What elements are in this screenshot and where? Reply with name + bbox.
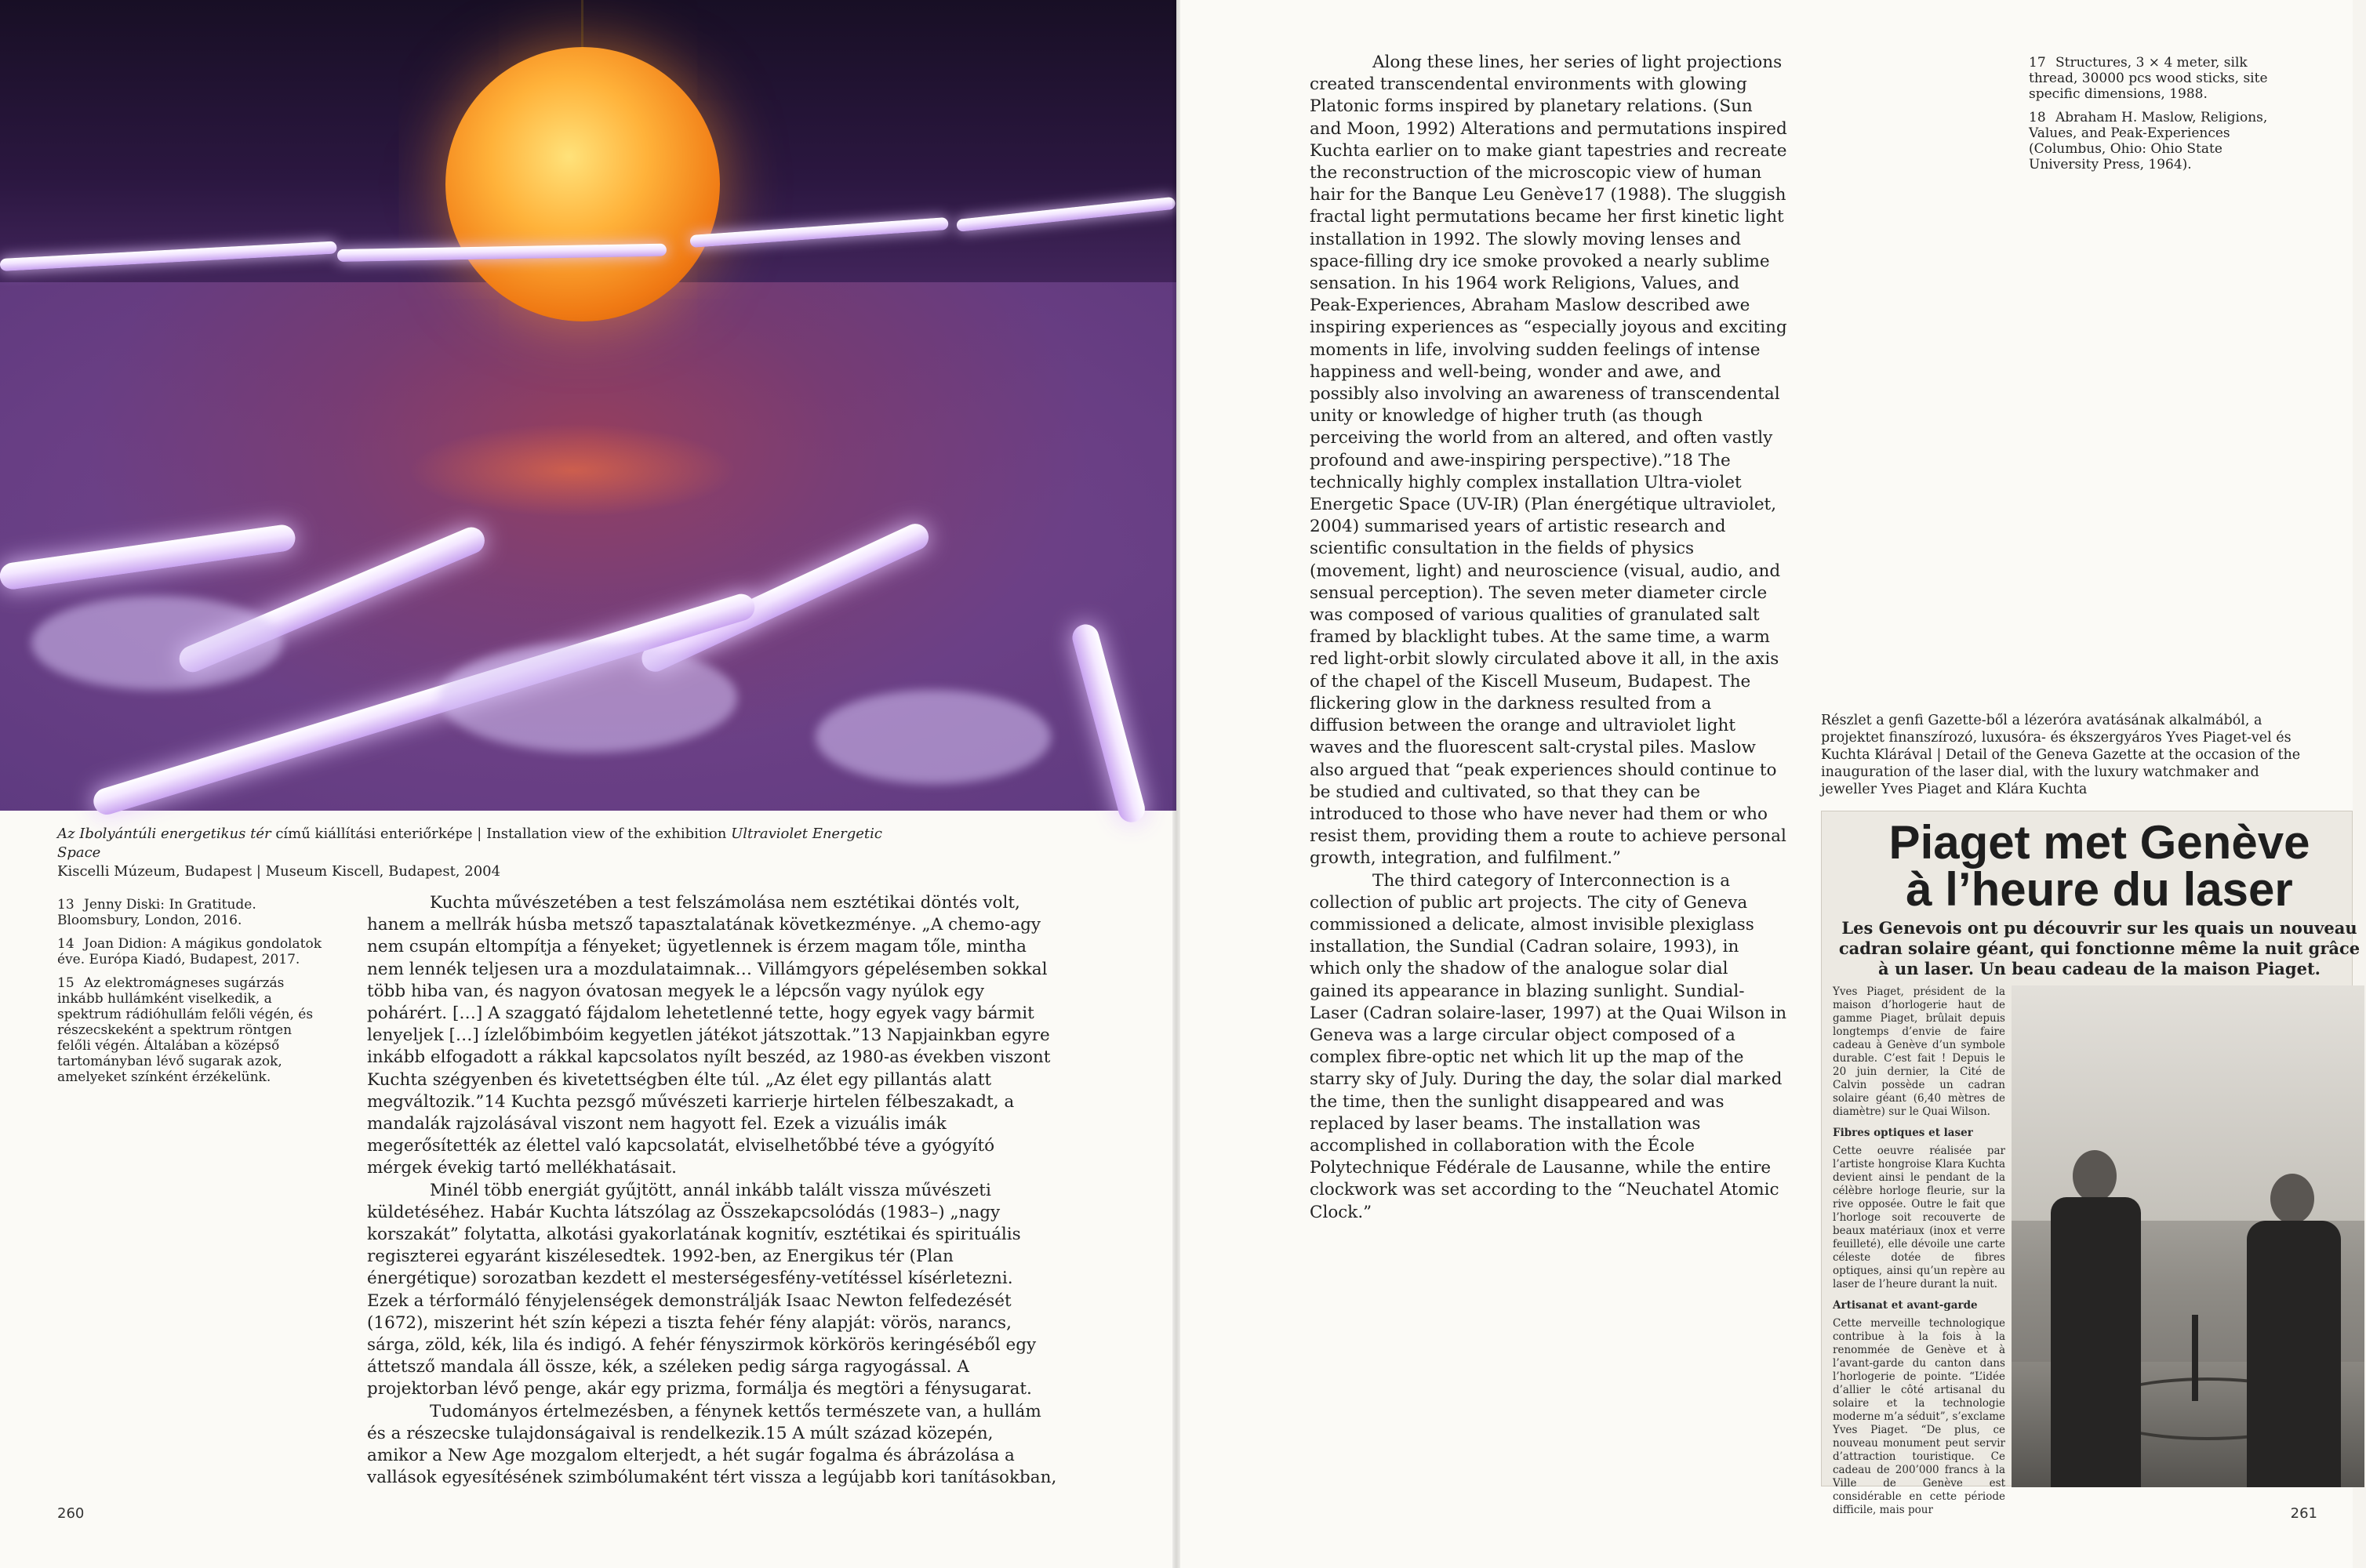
salt-pile <box>31 596 282 690</box>
footnote-text: Az elektromágneses sugárzás inkább hullámként viselkedik, a spektrum rádióhullám felőli végén, és részecskeként a spektrum röntgen felőli végén. Általában a középső tartományban lévő sugarak azok, amelyeket színként érzékelünk. <box>57 975 314 1085</box>
book-gutter <box>1172 0 1180 1568</box>
clipping-caption: Részlet a genfi Gazette-ből a lézeróra avatásának alkalmából, a projektet finanszírozó, luxusóra- és ékszergyáros Yves Piaget-vel és Kuchta Klárával | Detail of the Geneva Gazette at the occasion of the inauguration of the laser dial, with the luxury watchmaker and jeweller Yves Piaget and Klára Kuchta <box>1821 713 2301 797</box>
clipping-paragraph: Cette oeuvre réalisée par l’artiste hongroise Klara Kuchta devient ainsi le pendant de la célèbre horloge fleurie, sur la rive opposée. Outre le fait que l’horloge soit recouverte de beaux matériaux (inox et verre feuilleté), elle dévoile une carte céleste dotée de fibres optiques, ainsi qu’un repère au laser de l’heure durant la nuit. <box>1833 1145 2005 1290</box>
footnotes-left <box>57 897 324 1093</box>
dial-gnomon <box>2192 1315 2198 1401</box>
salt-pile <box>816 690 1051 784</box>
uv-tube <box>0 241 337 271</box>
clipping-heading: Artisanat et avant-garde <box>1833 1299 1978 1312</box>
clipping-photo <box>2012 985 2364 1487</box>
clipping-headline <box>1833 816 2366 916</box>
footnote <box>2029 110 2280 172</box>
clipping-paragraph: Yves Piaget, président de la maison d’horlogerie haut de gamme Piaget, brûlait depuis longtemps d’envie de faire cadeau à Genève d’un symbole durable. C’est fait ! Depuis le 20 juin dernier, la Cité de Calvin possède un cadran solaire géant (6,40 mètres de diamètre) sur le Quai Wilson. <box>1833 985 2005 1118</box>
photo-caption <box>57 825 920 881</box>
orange-orb <box>445 47 720 321</box>
clipping-heading: Fibres optiques et laser <box>1833 1127 1973 1139</box>
page-number-left: 260 <box>57 1505 85 1522</box>
footnote-text: Joan Didion: A mágikus gondolatok éve. Európa Kiadó, Budapest, 2017. <box>57 936 322 967</box>
left-page <box>0 0 1176 1568</box>
footnote-text: Structures, 3 × 4 meter, silk thread, 30000 pcs wood sticks, site specific dimensions, 1988. <box>2029 55 2268 102</box>
right-page <box>1176 0 2361 1568</box>
footnotes-right <box>2029 55 2280 180</box>
paragraph: Minél több energiát gyűjtött, annál inkább talált vissza művészeti küldetéséhez. Habár Kuchta látszólag az Összekapcsolódás (1983–) „nagy korszakát” folytatta, alkotási gyakorlatának kognitív, esztétikai és spirituális regiszterei egyaránt kiszélesedtek. 1992-ben, az Energikus tér (Plan énergétique) sorozatban kezdett el mesterségesfény-vetítéssel kísérletezni. Ezek a térformáló fényjelenségek demonstrálják Isaac Newton felfedezését (1672), miszerint hét szín képezi a tiszta fehér fény alapját: vörös, narancs, sárga, zöld, kék, lila és indigó. A fehér fényszirmok körkörös keringéséből egy áttetsző mandala áll össze, kék, a széleken pedig sárga ragyogással. A projektorban lévő penge, akár egy prizma, formálja és megtöri a fénysugarat. <box>367 1180 1037 1399</box>
paragraph: The third category of Interconnection is a collection of public art projects. The city of Geneva commissioned a delicate, almost invisible plexiglass installation, the Sundial (Cadran solaire, 1993), in which only the shadow of the analogue solar dial gained its appearance in blazing sunlight. Sundial-Laser (Cadran solaire-laser, 1997) at the Quai Wilson in Geneva was a large circular object composed of a complex fibre-optic net which lit up the map of the starry sky of July. During the day, the solar dial marked the time, then the sunlight disappeared and was replaced by laser beams. The installation was accomplished in collaboration with the École Polytechnique Fédérale de Lausanne, while the entire clockwork was set according to the “Neuchatel Atomic Clock.” <box>1310 870 1787 1222</box>
footnote-number: 17 <box>2029 55 2046 71</box>
clipping-subhead: Les Genevois ont pu découvrir sur les quais un nouveau cadran solaire géant, qui fonctionne même la nuit grâce à un laser. Un beau cadeau de la maison Piaget. <box>1838 918 2361 978</box>
footnote <box>2029 55 2280 102</box>
footnote-number: 13 <box>57 897 75 913</box>
footnote <box>57 936 324 967</box>
footnote-number: 18 <box>2029 110 2046 125</box>
paragraph: Along these lines, her series of light projections created transcendental environments with glowing Platonic forms inspired by planetary relations. (Sun and Moon, 1992) Alterations and permutations inspired Kuchta earlier on to make giant tapestries and recreate the reconstruction of the microscopic view of human hair for the Banque Leu Genève17 (1988). The sluggish fractal light permutations became her first kinetic light installation in 1992. The slowly moving lenses and space-filling dry ice smoke provoked a nearly sublime sensation. In his 1964 work Religions, Values, and Peak-Experiences, Abraham Maslow described awe inspiring experiences as “especially joyous and exciting moments in life, involving sudden feelings of intense happiness and well-being, wonder and awe, and possibly also involving an awareness of transcendental unity or knowledge of higher truth (as though perceiving the world from an altered, and often vastly profound and awe-inspiring perspective).”18 The technically highly complex installation Ultra-violet Energetic Space (UV-IR) (Plan énergétique ultraviolet, 2004) summarised years of artistic research and scientific consultation in the fields of physics (movement, light) and neuroscience (visual, audio, and sensual perception). The seven meter diameter circle was composed of various qualities of granulated salt framed by blacklight tubes. At the same time, a warm red light-orbit slowly circulated above it all, in the axis of the chapel of the Kiscell Museum, Budapest. The flickering glow in the darkness resulted from a diffusion between the orange and ultraviolet light waves and the fluorescent salt-crystal piles. Maslow also argued that “peak experiences should continue to be studied and cultivated, so that they can be introduced to those who have never had them or who resist them, providing them a route to achieve personal growth, integration, and fulfilment.” <box>1310 53 1787 869</box>
orb-reflection <box>408 423 737 517</box>
caption-hu-rest: című kiállítási enteriőrképe | Installation view of the exhibition <box>271 826 732 842</box>
caption-hu-title: Az Ibolyántúli energetikus tér <box>57 826 271 842</box>
page-number-right: 261 <box>2290 1505 2317 1522</box>
woman-figure <box>2247 1221 2341 1487</box>
caption-location: Kiscelli Múzeum, Budapest | Museum Kiscell, Budapest, 2004 <box>57 863 501 880</box>
paragraph: Kuchta művészetében a test felszámolása nem esztétikai döntés volt, hanem a mellrák húsba metsző tapasztalatának következménye. „A chemo-agy nem csupán eltompítja a fényeket; ügyetlennek is érzem magam tőle, mintha nem lennék teljesen ura a mozdulataimnak… Villámgyors gépelésemben sokkal több hiba van, és nagyon óvatosan megyek le a lépcsőn vagy nyúlok egy pohárért. […] A szaggató fájdalom lehetetlenné tette, hogy egyek vagy bármit lenyeljek […] ízlelőbimbóim kegyetlen játékot játszottak.”13 Napjainkban egyre inkább elfogadott a rákkal kapcsolatos nyílt beszéd, az 1980-as években viszont Kuchta szégyenben és kivetettségben élte túl. „Az élet egy pillantás alatt megváltozik.”14 Kuchta pezsgő művészeti karrierje hirtelen félbeszakadt, a mandalák rajzolásával viszont nem hagyott fel. Ezek a vizuális imák megerősítették az élettel való kapcsolatát, elviselhetőbbé téve a gyógyító mérgek évekig tartó mellékhatásait. <box>367 893 1051 1178</box>
footnote-number: 15 <box>57 975 75 991</box>
body-text-hungarian <box>367 892 1057 1489</box>
uv-tube <box>956 197 1176 232</box>
headline-line-1: Piaget met Genève <box>1888 816 2310 869</box>
woman-head <box>2270 1174 2314 1224</box>
installation-photo <box>0 0 1176 811</box>
headline-line-2: à l’heure du laser <box>1906 863 2293 916</box>
body-text-english <box>1310 52 1788 1224</box>
footnote <box>57 897 324 928</box>
man-head <box>2073 1150 2117 1202</box>
footnote-number: 14 <box>57 936 75 952</box>
man-figure <box>2051 1197 2141 1487</box>
caption-en-title: Ultraviolet Energetic Space <box>57 826 882 861</box>
paragraph: Tudományos értelmezésben, a fénynek kettős természete van, a hullám és a részecske tulajdonságaival is rendelkezik.15 A múlt század közepén, amikor a New Age mozgalom elterjedt, a hét sugár fogalma és ábrázolása a vallások egyesítésének szimbólumaként tért vissza a legújabb kori tanításokban, <box>367 1401 1057 1488</box>
footnote-text: Jenny Diski: In Gratitude. Bloomsbury, London, 2016. <box>57 897 256 928</box>
clipping-column <box>1833 985 2005 1523</box>
footnote <box>57 975 324 1085</box>
photo-background <box>2012 985 2364 1221</box>
orb-rope <box>581 0 583 49</box>
uv-tube <box>689 217 948 248</box>
clipping-paragraph: Cette merveille technologique contribue à la fois à la renommée de Genève et à l’avant-garde du canton dans l’horlogerie de pointe. “L’idée d’allier le côté artisanal du solaire et la technologie moderne m’a séduit”, s’exclame Yves Piaget. “De plus, ce nouveau monument peut servir d’attraction touristique. Ce cadeau de 200’000 francs à la Ville de Genève est considérable en cette période difficile, mais pour <box>1833 1317 2005 1516</box>
salt-pile <box>439 643 737 753</box>
footnote-text: Abraham H. Maslow, Religions, Values, and Peak-Experiences (Columbus, Ohio: Ohio State University Press, 1964). <box>2029 110 2268 172</box>
